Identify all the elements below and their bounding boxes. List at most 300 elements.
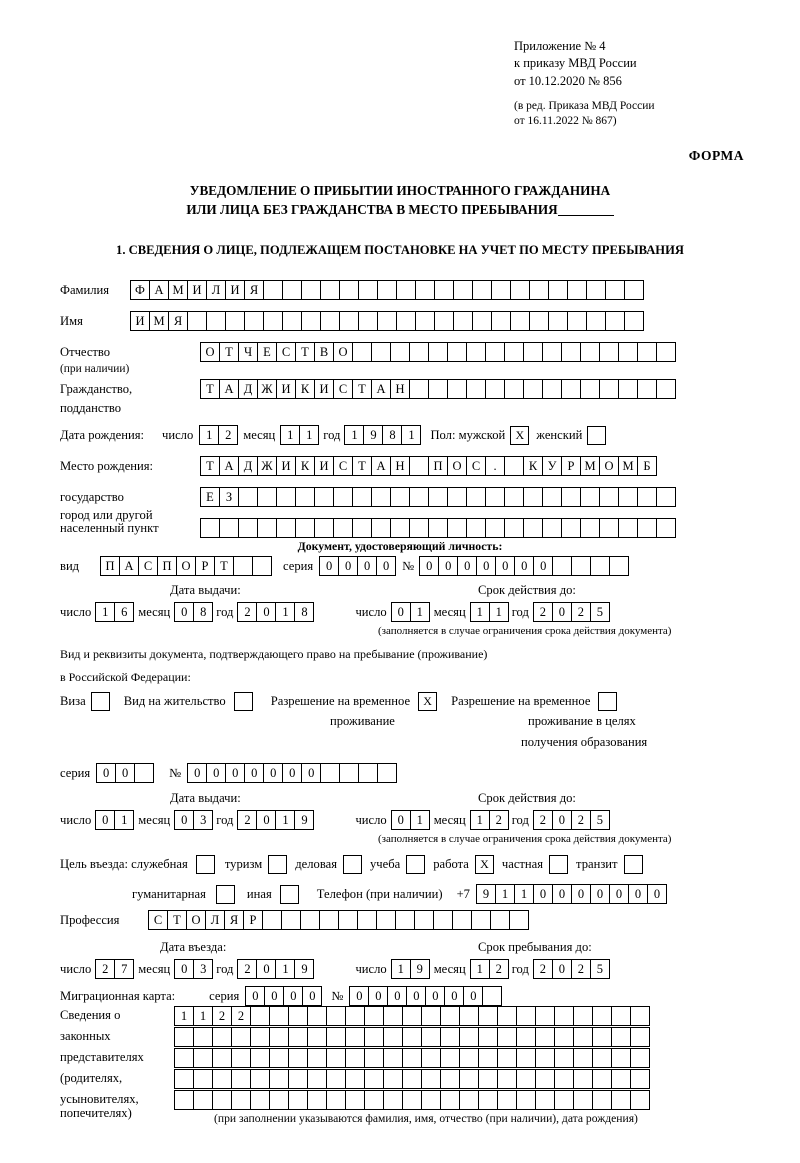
form-cell[interactable]: Р [195,556,215,576]
form-cell[interactable] [447,342,467,362]
purpose-study-checkbox[interactable] [406,855,425,874]
form-cell[interactable]: 2 [237,959,257,979]
form-cell[interactable] [516,1006,536,1026]
form-cell[interactable]: 0 [419,556,439,576]
form-cell[interactable] [542,487,562,507]
form-cell[interactable] [529,311,549,331]
form-cell[interactable] [395,910,415,930]
form-cell[interactable] [497,1027,517,1047]
form-cell[interactable] [134,763,154,783]
form-cell[interactable] [637,342,657,362]
form-cell[interactable] [434,311,454,331]
form-cell[interactable] [402,1048,422,1068]
form-cell[interactable]: М [149,311,169,331]
form-cell[interactable] [314,487,334,507]
sex-male-checkbox[interactable]: X [510,426,529,445]
form-cell[interactable]: 6 [114,602,134,622]
form-cell[interactable]: Т [219,342,239,362]
form-cell[interactable] [314,518,334,538]
form-cell[interactable] [320,763,340,783]
form-cell[interactable] [326,1090,346,1110]
form-cell[interactable]: М [580,456,600,476]
form-cell[interactable] [326,1027,346,1047]
purpose-humanitarian-checkbox[interactable] [216,885,235,904]
form-cell[interactable] [611,1069,631,1089]
rep-input-4[interactable] [174,1069,649,1089]
form-cell[interactable]: 5 [590,602,610,622]
form-cell[interactable] [459,1090,479,1110]
form-cell[interactable] [193,1069,213,1089]
form-cell[interactable]: И [314,379,334,399]
form-cell[interactable] [187,311,207,331]
form-cell[interactable]: Л [206,280,226,300]
form-cell[interactable] [345,1006,365,1026]
form-cell[interactable] [580,379,600,399]
form-cell[interactable] [409,342,429,362]
sex-female-checkbox[interactable] [587,426,606,445]
form-cell[interactable]: 0 [376,556,396,576]
form-cell[interactable] [491,280,511,300]
temp-residence-checkbox[interactable]: X [418,692,437,711]
form-cell[interactable] [504,342,524,362]
form-cell[interactable] [637,487,657,507]
form-cell[interactable] [459,1048,479,1068]
form-cell[interactable]: 0 [263,763,283,783]
form-cell[interactable]: А [371,379,391,399]
form-cell[interactable]: 0 [476,556,496,576]
form-cell[interactable] [345,1027,365,1047]
form-cell[interactable] [263,311,283,331]
form-cell[interactable]: Т [214,556,234,576]
form-cell[interactable]: Ж [257,456,277,476]
purpose-other-checkbox[interactable] [280,885,299,904]
form-cell[interactable]: 0 [438,556,458,576]
form-cell[interactable] [571,556,591,576]
form-cell[interactable]: 1 [470,810,490,830]
form-cell[interactable] [307,1048,327,1068]
form-cell[interactable] [466,518,486,538]
form-cell[interactable] [250,1090,270,1110]
form-cell[interactable]: 1 [199,425,219,445]
form-cell[interactable] [352,487,372,507]
stay-v-month-input[interactable] [470,810,508,830]
form-cell[interactable] [295,518,315,538]
form-cell[interactable]: 0 [425,986,445,1006]
form-cell[interactable]: 3 [193,959,213,979]
form-cell[interactable]: 0 [590,884,610,904]
form-cell[interactable] [333,518,353,538]
form-cell[interactable] [212,1069,232,1089]
form-cell[interactable] [409,456,429,476]
form-cell[interactable] [510,280,530,300]
form-cell[interactable]: С [138,556,158,576]
form-cell[interactable] [535,1048,555,1068]
form-cell[interactable] [466,379,486,399]
form-cell[interactable] [624,280,644,300]
form-cell[interactable]: 0 [552,810,572,830]
form-cell[interactable]: 0 [256,959,276,979]
form-cell[interactable] [529,280,549,300]
form-cell[interactable] [345,1069,365,1089]
form-cell[interactable] [611,1090,631,1110]
form-cell[interactable] [453,311,473,331]
form-cell[interactable] [592,1027,612,1047]
form-cell[interactable]: 0 [533,556,553,576]
form-cell[interactable] [580,518,600,538]
form-cell[interactable] [485,487,505,507]
form-cell[interactable] [599,342,619,362]
form-cell[interactable] [377,311,397,331]
stay-doc-series-input[interactable] [96,763,153,783]
entry-day-input[interactable] [95,959,133,979]
form-cell[interactable] [509,910,529,930]
form-cell[interactable]: А [371,456,391,476]
form-cell[interactable] [433,910,453,930]
form-cell[interactable] [402,1027,422,1047]
form-cell[interactable]: 0 [319,556,339,576]
form-cell[interactable] [504,456,524,476]
rep-input-3[interactable] [174,1048,649,1068]
form-cell[interactable]: 0 [391,602,411,622]
form-cell[interactable] [276,487,296,507]
form-cell[interactable] [269,1069,289,1089]
form-cell[interactable] [440,1090,460,1110]
form-cell[interactable]: Т [352,379,372,399]
form-cell[interactable]: 0 [245,986,265,1006]
form-cell[interactable] [257,518,277,538]
form-cell[interactable] [459,1069,479,1089]
form-cell[interactable] [250,1027,270,1047]
form-cell[interactable]: З [219,487,239,507]
name-input[interactable] [130,311,643,331]
form-cell[interactable]: Т [295,342,315,362]
form-cell[interactable] [535,1006,555,1026]
form-cell[interactable] [352,342,372,362]
edu-residence-checkbox[interactable] [598,692,617,711]
form-cell[interactable]: 0 [552,884,572,904]
form-cell[interactable] [428,379,448,399]
form-cell[interactable] [590,556,610,576]
form-cell[interactable]: И [276,456,296,476]
form-cell[interactable] [573,1006,593,1026]
identity-v-month-input[interactable] [470,602,508,622]
form-cell[interactable] [295,487,315,507]
form-cell[interactable] [573,1069,593,1089]
form-cell[interactable]: М [618,456,638,476]
form-cell[interactable] [357,910,377,930]
form-cell[interactable] [611,1006,631,1026]
form-cell[interactable]: Р [243,910,263,930]
form-cell[interactable] [630,1048,650,1068]
form-cell[interactable] [523,518,543,538]
form-cell[interactable] [352,518,372,538]
form-cell[interactable] [440,1006,460,1026]
form-cell[interactable]: 2 [95,959,115,979]
form-cell[interactable] [339,763,359,783]
form-cell[interactable] [459,1027,479,1047]
form-cell[interactable]: Д [238,456,258,476]
form-cell[interactable]: 5 [590,810,610,830]
form-cell[interactable] [371,487,391,507]
form-cell[interactable] [554,1069,574,1089]
form-cell[interactable]: 1 [174,1006,194,1026]
form-cell[interactable]: 7 [114,959,134,979]
birthplace-input-3[interactable] [200,518,675,538]
form-cell[interactable] [225,311,245,331]
form-cell[interactable]: 0 [96,763,116,783]
form-cell[interactable] [262,910,282,930]
form-cell[interactable] [440,1048,460,1068]
form-cell[interactable] [371,518,391,538]
form-cell[interactable]: 0 [301,763,321,783]
form-cell[interactable] [339,280,359,300]
form-cell[interactable] [523,487,543,507]
form-cell[interactable]: 0 [552,602,572,622]
form-cell[interactable] [300,910,320,930]
form-cell[interactable] [288,1090,308,1110]
form-cell[interactable] [485,518,505,538]
form-cell[interactable] [573,1048,593,1068]
form-cell[interactable] [491,311,511,331]
form-cell[interactable] [376,910,396,930]
form-cell[interactable]: 0 [514,556,534,576]
form-cell[interactable]: 1 [275,959,295,979]
form-cell[interactable]: К [295,379,315,399]
form-cell[interactable]: 9 [363,425,383,445]
form-cell[interactable] [504,379,524,399]
form-cell[interactable] [288,1069,308,1089]
form-cell[interactable] [301,280,321,300]
identity-month-input[interactable] [174,602,212,622]
birthplace-input-2[interactable] [200,487,675,507]
form-cell[interactable]: 0 [647,884,667,904]
form-cell[interactable] [472,280,492,300]
form-cell[interactable]: 2 [489,959,509,979]
citizenship-input[interactable] [200,379,675,399]
form-cell[interactable] [428,342,448,362]
stay-year-input[interactable] [237,810,313,830]
form-cell[interactable] [592,1069,612,1089]
form-cell[interactable] [421,1027,441,1047]
form-cell[interactable]: 0 [406,986,426,1006]
rep-input-5[interactable] [174,1090,649,1110]
form-cell[interactable] [333,487,353,507]
birth-year-input[interactable] [344,425,420,445]
form-cell[interactable]: 1 [489,602,509,622]
form-cell[interactable] [428,487,448,507]
form-cell[interactable] [497,1090,517,1110]
form-cell[interactable]: 2 [533,602,553,622]
form-cell[interactable]: 0 [174,810,194,830]
form-cell[interactable]: 0 [533,884,553,904]
form-cell[interactable]: Б [637,456,657,476]
form-cell[interactable]: О [200,342,220,362]
stay-doc-number-input[interactable] [187,763,396,783]
form-cell[interactable] [345,1090,365,1110]
form-cell[interactable] [497,1006,517,1026]
form-cell[interactable]: С [333,379,353,399]
form-cell[interactable] [282,311,302,331]
form-cell[interactable] [609,556,629,576]
form-cell[interactable] [402,1006,422,1026]
form-cell[interactable]: В [314,342,334,362]
form-cell[interactable] [592,1006,612,1026]
form-cell[interactable] [656,379,676,399]
form-cell[interactable]: Ф [130,280,150,300]
form-cell[interactable]: И [276,379,296,399]
form-cell[interactable]: 2 [533,959,553,979]
form-cell[interactable] [447,487,467,507]
form-cell[interactable] [561,342,581,362]
stay-v-day-input[interactable] [391,810,429,830]
form-cell[interactable] [482,986,502,1006]
form-cell[interactable] [580,342,600,362]
form-cell[interactable] [440,1069,460,1089]
form-cell[interactable] [630,1090,650,1110]
form-cell[interactable] [504,487,524,507]
form-cell[interactable]: А [219,379,239,399]
form-cell[interactable]: 1 [344,425,364,445]
form-cell[interactable] [542,379,562,399]
form-cell[interactable] [212,1090,232,1110]
form-cell[interactable] [339,311,359,331]
form-cell[interactable] [656,487,676,507]
form-cell[interactable] [478,1006,498,1026]
form-cell[interactable]: 0 [264,986,284,1006]
form-cell[interactable] [618,379,638,399]
form-cell[interactable] [307,1069,327,1089]
form-cell[interactable]: 1 [514,884,534,904]
form-cell[interactable] [377,763,397,783]
stay-month-input[interactable] [174,810,212,830]
form-cell[interactable] [478,1027,498,1047]
form-cell[interactable] [383,1006,403,1026]
form-cell[interactable] [383,1090,403,1110]
form-cell[interactable] [320,311,340,331]
form-cell[interactable] [269,1006,289,1026]
phone-input[interactable] [476,884,666,904]
form-cell[interactable] [414,910,434,930]
form-cell[interactable] [472,311,492,331]
form-cell[interactable]: 9 [294,959,314,979]
form-cell[interactable] [288,1048,308,1068]
form-cell[interactable] [573,1090,593,1110]
form-cell[interactable]: О [447,456,467,476]
form-cell[interactable]: Т [167,910,187,930]
identity-day-input[interactable] [95,602,133,622]
form-cell[interactable]: 9 [476,884,496,904]
form-cell[interactable] [244,311,264,331]
form-cell[interactable] [409,518,429,538]
form-cell[interactable]: А [119,556,139,576]
form-cell[interactable] [523,379,543,399]
form-cell[interactable] [269,1048,289,1068]
form-cell[interactable]: О [176,556,196,576]
form-cell[interactable] [447,518,467,538]
form-cell[interactable] [523,342,543,362]
form-cell[interactable] [345,1048,365,1068]
form-cell[interactable] [554,1090,574,1110]
rep-input-1[interactable] [174,1006,649,1026]
form-cell[interactable]: Ж [257,379,277,399]
entry-month-input[interactable] [174,959,212,979]
form-cell[interactable] [231,1090,251,1110]
form-cell[interactable] [231,1027,251,1047]
form-cell[interactable]: С [276,342,296,362]
form-cell[interactable] [233,556,253,576]
entry-s-year-input[interactable] [533,959,609,979]
form-cell[interactable]: 1 [410,810,430,830]
form-cell[interactable]: 0 [495,556,515,576]
form-cell[interactable] [630,1069,650,1089]
form-cell[interactable] [605,280,625,300]
form-cell[interactable] [447,379,467,399]
birthplace-input-1[interactable] [200,456,656,476]
form-cell[interactable]: 2 [231,1006,251,1026]
form-cell[interactable] [250,1006,270,1026]
form-cell[interactable]: 1 [495,884,515,904]
form-cell[interactable]: И [225,280,245,300]
form-cell[interactable]: Т [352,456,372,476]
identity-v-year-input[interactable] [533,602,609,622]
purpose-tourism-checkbox[interactable] [268,855,287,874]
form-cell[interactable] [281,910,301,930]
form-cell[interactable] [599,518,619,538]
purpose-work-checkbox[interactable]: X [475,855,494,874]
visa-checkbox[interactable] [91,692,110,711]
form-cell[interactable]: Е [257,342,277,362]
form-cell[interactable] [193,1090,213,1110]
form-cell[interactable]: Е [200,487,220,507]
form-cell[interactable]: Я [168,311,188,331]
form-cell[interactable] [459,1006,479,1026]
form-cell[interactable]: 0 [302,986,322,1006]
form-cell[interactable] [618,342,638,362]
form-cell[interactable] [516,1069,536,1089]
form-cell[interactable]: С [466,456,486,476]
rep-input-2[interactable] [174,1027,649,1047]
form-cell[interactable] [554,1006,574,1026]
form-cell[interactable]: П [100,556,120,576]
form-cell[interactable] [542,518,562,538]
form-cell[interactable] [656,518,676,538]
form-cell[interactable] [250,1048,270,1068]
form-cell[interactable]: М [168,280,188,300]
form-cell[interactable] [580,487,600,507]
form-cell[interactable]: 0 [174,602,194,622]
form-cell[interactable] [516,1027,536,1047]
form-cell[interactable]: 1 [470,602,490,622]
form-cell[interactable] [573,1027,593,1047]
form-cell[interactable] [561,487,581,507]
form-cell[interactable]: 2 [237,810,257,830]
form-cell[interactable]: К [523,456,543,476]
form-cell[interactable] [421,1069,441,1089]
form-cell[interactable]: 0 [457,556,477,576]
form-cell[interactable]: О [186,910,206,930]
form-cell[interactable]: 0 [387,986,407,1006]
form-cell[interactable] [364,1069,384,1089]
form-cell[interactable] [548,280,568,300]
form-cell[interactable] [542,342,562,362]
form-cell[interactable]: 0 [338,556,358,576]
form-cell[interactable]: Д [238,379,258,399]
form-cell[interactable]: 0 [628,884,648,904]
form-cell[interactable] [478,1090,498,1110]
form-cell[interactable]: 2 [533,810,553,830]
form-cell[interactable]: Ч [238,342,258,362]
form-cell[interactable] [497,1069,517,1089]
